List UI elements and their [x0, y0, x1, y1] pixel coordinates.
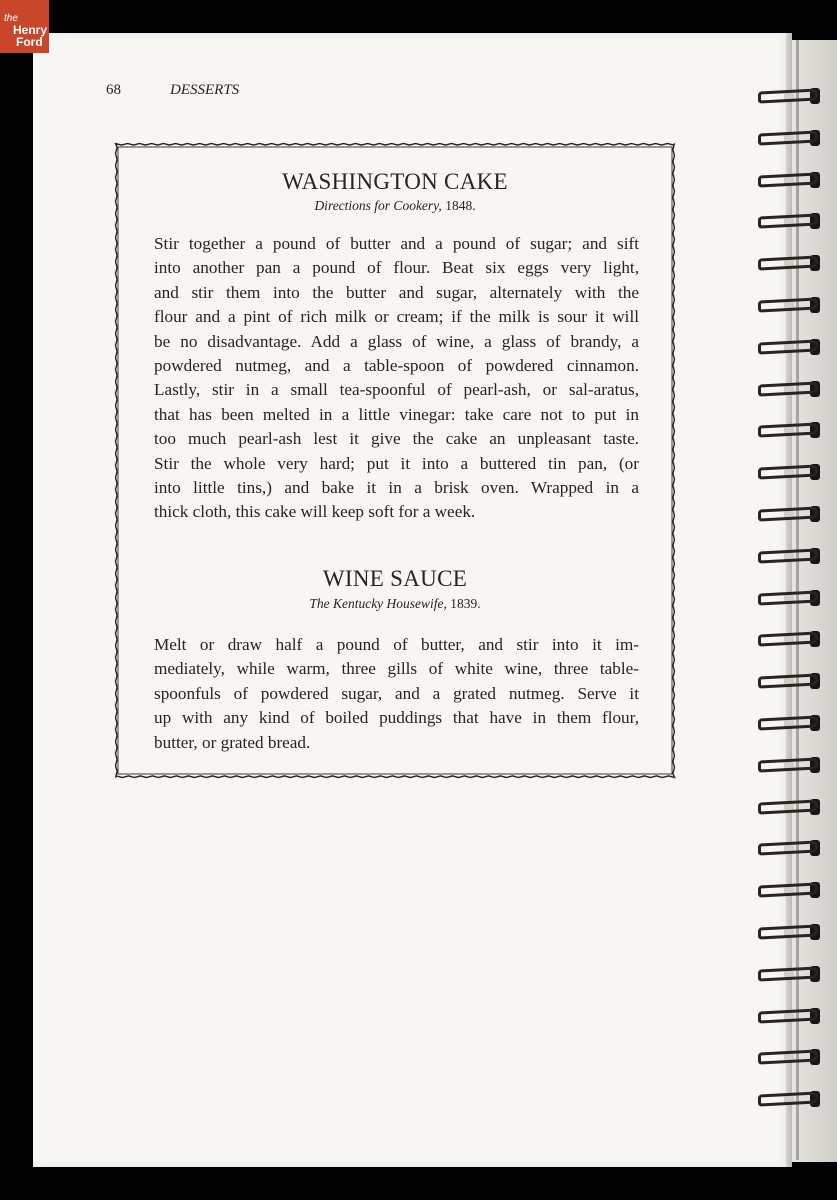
coil-front — [758, 715, 818, 730]
recipe-body-wine-sauce — [154, 633, 639, 755]
recipe-line: spoonfuls of powdered sugar, and a grated nutmeg. Serve it — [154, 683, 639, 703]
coil-front — [758, 841, 818, 856]
recipe-source-washington-cake — [114, 198, 676, 214]
spiral-coil — [758, 1049, 824, 1065]
recipe-line: be no disadvantage. Add a glass of wine, a glass of brandy, a — [154, 331, 639, 351]
spiral-coil — [758, 213, 824, 229]
coil-front — [758, 423, 818, 438]
spiral-coil — [758, 1008, 824, 1024]
coil-front — [758, 674, 818, 689]
recipe-source-wine-sauce — [114, 596, 676, 612]
henry-ford-logo — [0, 0, 49, 53]
coil-front — [758, 465, 818, 480]
coil-front — [758, 172, 818, 187]
recipe-line: Melt or draw half a pound of butter, and stir into it im- — [154, 635, 639, 654]
logo-henry: Henry — [13, 23, 48, 37]
recipe-title-washington-cake: WASHINGTON CAKE — [282, 169, 508, 194]
recipe-line: mediately, while warm, three gills of white wine, three table- — [154, 659, 639, 679]
recipe-line: too much pearl-ash lest it give the cake an unpleasant taste. — [154, 429, 639, 449]
section-title: DESSERTS — [170, 82, 240, 98]
spiral-coil — [758, 548, 824, 564]
running-head — [106, 82, 240, 99]
spiral-coil — [758, 590, 824, 606]
coil-front — [758, 757, 818, 772]
coil-front — [758, 506, 818, 521]
recipe-line: thick cloth, this cake will keep soft for a week. — [154, 502, 476, 522]
coil-front — [758, 966, 818, 981]
coil-front — [758, 130, 818, 145]
coil-front — [758, 1050, 818, 1065]
logo-the: the — [4, 13, 18, 24]
source-book-title: The Kentucky Housewife, — [309, 596, 447, 611]
recipe-line: flour and a pint of rich milk or cream; if the milk is sour it will — [154, 307, 639, 327]
coil-front — [758, 297, 818, 312]
coil-front — [758, 1008, 818, 1023]
recipe-frame — [114, 142, 676, 779]
recipe-line: into little tins,) and bake it in a brisk oven. Wrapped in a — [154, 478, 639, 498]
spiral-coil — [758, 966, 824, 982]
spiral-coil — [758, 130, 824, 146]
coil-front — [758, 339, 818, 354]
spiral-coil — [758, 631, 824, 647]
recipe-line: and stir them into the butter and sugar, alternately with the — [154, 282, 639, 302]
spiral-coil — [758, 422, 824, 438]
coil-front — [758, 1092, 818, 1107]
coil-front — [758, 548, 818, 563]
spiral-coil — [758, 1091, 824, 1107]
spiral-coil — [758, 339, 824, 355]
recipe-line: into another pan a pound of flour. Beat six eggs very light, — [154, 258, 639, 278]
recipe-line: butter, or grated bread. — [154, 732, 311, 752]
source-year: 1839. — [450, 596, 481, 611]
coil-front — [758, 381, 818, 396]
spiral-coil — [758, 172, 824, 188]
recipe-body-washington-cake — [154, 232, 639, 525]
spiral-coil — [758, 799, 824, 815]
spiral-coil — [758, 757, 824, 773]
coil-front — [758, 590, 818, 605]
spiral-coil — [758, 715, 824, 731]
spiral-coil — [758, 464, 824, 480]
spiral-coil — [758, 297, 824, 313]
spiral-coil — [758, 381, 824, 397]
spiral-coil — [758, 673, 824, 689]
coil-front — [758, 883, 818, 898]
recipe-line: Lastly, stir in a small tea-spoonful of pearl-ash, or sal-aratus, — [154, 380, 639, 400]
recipe-line: that has been melted in a little vinegar: take care not to put in — [154, 404, 639, 424]
spiral-coil — [758, 88, 824, 104]
coil-front — [758, 632, 818, 647]
spiral-coil — [758, 506, 824, 522]
source-year: 1848. — [445, 198, 476, 213]
recipe-line: Stir together a pound of butter and a pound of sugar; and sift — [154, 234, 639, 253]
recipe-line: powdered nutmeg, and a table-spoon of powdered cinnamon. — [154, 356, 639, 376]
logo-ford: Ford — [16, 35, 43, 49]
recipe-line: up with any kind of boiled puddings that have in them flour, — [154, 708, 639, 728]
source-book-title: Directions for Cookery, — [314, 198, 442, 213]
spiral-coil — [758, 882, 824, 898]
page-number: 68 — [106, 82, 121, 98]
recipe-line: Stir the whole very hard; put it into a buttered tin pan, (or — [154, 453, 639, 473]
spiral-coil — [758, 924, 824, 940]
coil-front — [758, 214, 818, 229]
coil-front — [758, 799, 818, 814]
coil-front — [758, 88, 818, 103]
recipe-title-wine-sauce: WINE SAUCE — [322, 566, 468, 591]
spiral-coil — [758, 255, 824, 271]
coil-front — [758, 924, 818, 939]
coil-front — [758, 256, 818, 271]
spiral-coil — [758, 840, 824, 856]
